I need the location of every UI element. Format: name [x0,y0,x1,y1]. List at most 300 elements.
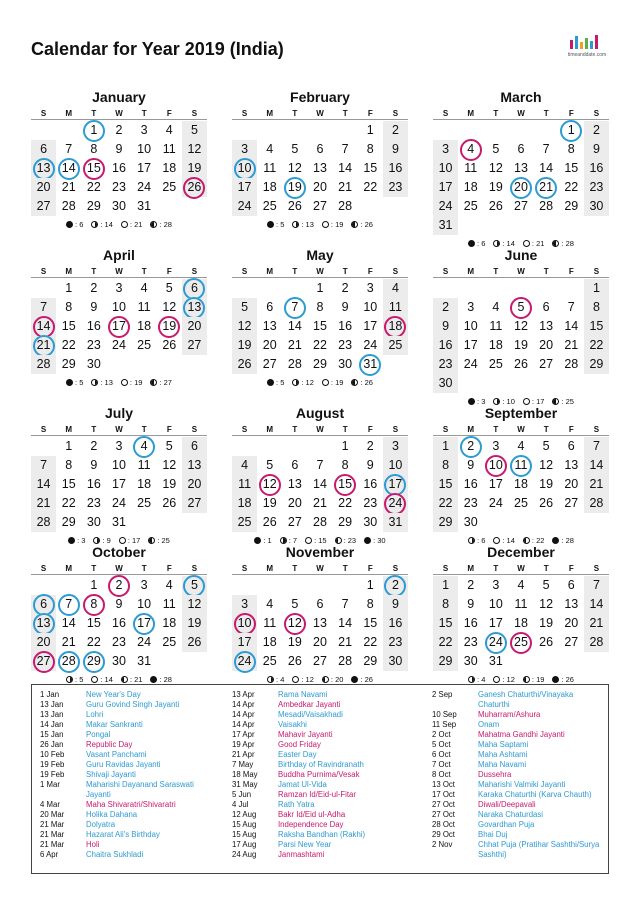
day-number: 27 [262,357,277,371]
day-cell [81,595,106,614]
day-number: 13 [539,319,554,333]
moon-phase-date: : 5 [75,675,84,684]
holiday-row [232,790,428,800]
day-cell [483,652,508,671]
moon-phase-date: : 21 [531,239,545,248]
holiday-name: Maha Saptami [478,740,529,749]
day-number: 31 [388,515,403,529]
day-cell [157,298,182,317]
holiday-name: Shivaji Jayanti [86,770,136,779]
day-cell [31,317,56,336]
day-number: 16 [86,319,101,333]
day-grid [232,437,408,532]
day-number: 22 [313,338,327,352]
moon-phase-date: : 5 [276,220,285,229]
moon-phase-date: : 19 [330,378,344,387]
day-cell [157,279,182,298]
holiday-date: 17 Oct [432,790,455,799]
first-moon-icon [267,676,274,683]
day-number: 15 [86,616,101,630]
moon-phase [66,220,83,229]
holiday-date: 5 Jun [232,790,252,799]
holiday-name: Chaturthi [478,700,510,709]
last-moon-icon [523,676,530,683]
day-number: 1 [65,281,73,295]
day-number: 6 [291,458,299,472]
day-number: 26 [539,635,554,649]
day-number: 28 [36,515,51,529]
day-number: 13 [187,458,202,472]
day-cell [383,513,408,532]
day-number: 29 [61,515,76,529]
day-number: 8 [316,300,324,314]
holiday-date: 15 Aug [232,830,257,839]
day-cell [56,298,81,317]
day-cell [584,494,609,513]
holiday-date: 2 Oct [432,730,451,739]
day-number: 29 [86,199,101,213]
holiday-date: 13 Apr [232,690,255,699]
day-number: 21 [287,338,302,352]
moon-phase-date: : 23 [343,536,357,545]
day-cell [106,595,131,614]
day-number: 17 [137,161,152,175]
day-cell [483,494,508,513]
day-cell [31,652,56,671]
day-cell [534,140,559,159]
holiday-row [232,780,428,790]
day-cell [257,614,282,633]
day-number: 16 [112,616,126,630]
day-number: 1 [65,439,73,453]
day-number: 19 [287,180,302,194]
day-number: 9 [90,300,98,314]
month-march [433,86,609,253]
month-title: June [504,247,538,263]
day-number: 7 [341,597,349,611]
day-cell [458,298,483,317]
day-number: 4 [140,281,148,295]
weekday-label: F [166,267,172,276]
weekday-label: S [40,267,47,276]
empty-cell [333,121,358,140]
day-cell [333,513,358,532]
day-cell [106,614,131,633]
holiday-date: 12 Aug [232,810,257,819]
day-cell [358,159,383,178]
day-cell [559,178,584,197]
day-number: 5 [291,597,299,611]
day-cell [534,159,559,178]
day-number: 26 [187,635,202,649]
moon-phase-date: : 19 [330,220,344,229]
day-number: 21 [338,180,353,194]
day-cell [584,279,609,298]
day-cell [433,317,458,336]
day-number: 9 [391,597,399,611]
day-cell [31,456,56,475]
full-moon-icon [292,676,299,683]
day-number: 4 [165,578,173,592]
day-cell [157,614,182,633]
day-number: 31 [438,218,453,232]
day-number: 6 [40,597,48,611]
moon-phase-date: : 28 [561,239,574,248]
day-number: 26 [237,357,252,371]
day-cell [458,576,483,595]
moon-phase [267,378,284,387]
day-cell [282,178,307,197]
day-cell [433,178,458,197]
weekday-label: F [166,109,172,118]
day-cell [383,437,408,456]
day-number: 30 [388,654,403,668]
day-cell [106,576,131,595]
holiday-row [40,720,228,730]
moon-phase [322,378,344,387]
day-cell [584,121,609,140]
day-number: 18 [514,616,528,630]
holiday-column [432,690,604,860]
holiday-row [232,800,428,810]
day-number: 20 [564,477,579,491]
full-moon-icon [121,221,128,228]
day-cell [333,494,358,513]
moon-phase-date: : 3 [77,536,86,545]
day-cell [458,140,483,159]
day-cell [307,140,332,159]
day-cell [584,475,609,494]
day-grid [31,279,207,374]
day-number: 7 [291,300,299,314]
day-cell [132,595,157,614]
day-number: 5 [165,439,173,453]
day-number: 2 [115,123,123,137]
day-cell [157,595,182,614]
day-cell [182,178,207,197]
holiday-name: New Year's Day [86,690,141,699]
day-number: 19 [514,338,528,352]
day-number: 11 [514,458,528,472]
moon-phase [292,378,314,387]
holiday-row [432,710,604,720]
empty-cell [257,279,282,298]
day-number: 1 [366,123,374,137]
day-number: 25 [488,357,503,371]
day-cell [584,355,609,374]
weekday-label: F [166,425,172,434]
day-number: 10 [237,161,252,175]
weekday-header [31,108,207,120]
holiday-list [31,684,609,874]
day-cell [282,633,307,652]
day-cell [333,437,358,456]
moon-phases [232,220,408,234]
day-number: 10 [488,597,503,611]
day-cell [56,633,81,652]
day-number: 7 [316,458,324,472]
day-cell [307,336,332,355]
weekday-label: T [342,267,348,276]
holiday-row [232,820,428,830]
day-cell [333,355,358,374]
day-cell [534,595,559,614]
day-number: 25 [162,635,177,649]
moon-phase [150,378,172,387]
holiday-name: Mahatma Gandhi Jayanti [478,730,565,739]
day-cell [106,456,131,475]
day-cell [31,494,56,513]
holiday-name: Makar Sankranti [86,720,143,729]
weekday-label: W [517,564,525,573]
first-moon-icon [91,379,98,386]
day-number: 17 [237,180,252,194]
weekday-label: M [266,109,274,118]
day-number: 7 [40,300,48,314]
moon-phase [292,675,314,684]
day-number: 3 [241,597,249,611]
day-cell [559,159,584,178]
moon-phase-date: : 13 [301,220,314,229]
holiday-name: Easter Day [278,750,317,759]
day-number: 18 [262,635,277,649]
day-number: 3 [140,123,148,137]
moon-phase-date: : 27 [159,378,172,387]
day-number: 3 [492,578,500,592]
day-number: 28 [338,199,353,213]
holiday-date [40,790,86,800]
day-number: 10 [112,300,126,314]
holiday-row [232,730,428,740]
day-number: 13 [564,458,579,472]
holiday-date: 7 Oct [432,760,451,769]
day-cell [584,140,609,159]
holiday-row [40,800,228,810]
holiday-name: Ganesh Chaturthi/Vinayaka [478,690,574,699]
day-number: 5 [542,578,550,592]
day-cell [383,279,408,298]
day-cell [333,159,358,178]
weekday-label: S [392,564,399,573]
empty-cell [282,121,307,140]
weekday-label: W [517,267,525,276]
day-number: 6 [40,142,48,156]
day-number: 23 [338,338,353,352]
holiday-date: 21 Mar [40,820,65,829]
day-cell [307,494,332,513]
day-number: 13 [187,300,202,314]
moon-phase [267,675,284,684]
day-number: 14 [564,319,579,333]
day-number: 28 [338,654,353,668]
holiday-row [432,700,604,710]
day-number: 11 [464,161,478,175]
day-cell [157,576,182,595]
day-number: 24 [237,199,252,213]
day-cell [31,595,56,614]
day-cell [358,595,383,614]
day-number: 2 [391,578,399,592]
holiday-date: 18 May [232,770,258,779]
holiday-row [40,790,228,800]
day-number: 5 [542,439,550,453]
day-cell [132,298,157,317]
day-cell [383,595,408,614]
day-number: 23 [463,496,478,510]
day-cell [56,279,81,298]
moon-phase [91,675,113,684]
day-number: 11 [514,597,528,611]
day-cell [157,336,182,355]
weekday-header [31,424,207,436]
day-cell [458,475,483,494]
day-number: 19 [539,616,554,630]
holiday-row [432,850,604,860]
holiday-column [40,690,228,860]
weekday-label: M [65,267,73,276]
moon-phase [351,675,373,684]
day-cell [232,614,257,633]
day-cell [458,595,483,614]
day-number: 17 [112,477,126,491]
holiday-row [432,800,604,810]
day-number: 9 [115,142,123,156]
day-number: 1 [90,123,98,137]
day-cell [81,475,106,494]
day-cell [483,336,508,355]
day-number: 22 [61,496,76,510]
day-cell [559,121,584,140]
day-cell [508,197,533,216]
day-cell [106,475,131,494]
day-cell [257,355,282,374]
weekday-label: M [65,109,73,118]
day-cell [81,614,106,633]
day-number: 10 [488,458,503,472]
holiday-name: Vasant Panchami [86,750,147,759]
day-number: 4 [517,578,525,592]
holiday-date: 20 Mar [40,810,65,819]
day-number: 11 [388,300,402,314]
day-cell [458,197,483,216]
weekday-header [232,424,408,436]
holiday-name: Birthday of Ravindranath [278,760,364,769]
holiday-date: 24 Aug [232,850,257,859]
day-cell [282,336,307,355]
day-number: 20 [262,338,277,352]
moon-phase [150,675,172,684]
holiday-name: Maha Shivaratri/Shivaratri [86,800,176,809]
day-cell [307,178,332,197]
day-number: 16 [388,616,403,630]
holiday-row [40,850,228,860]
day-number: 11 [263,161,277,175]
weekday-label: S [392,425,399,434]
day-cell [333,317,358,336]
day-cell [383,336,408,355]
day-number: 7 [567,300,575,314]
holiday-date: 8 Oct [432,770,451,779]
holiday-name: Vaisakhi [278,720,307,729]
day-cell [132,159,157,178]
day-grid [31,437,207,532]
day-number: 17 [237,635,252,649]
day-cell [182,317,207,336]
day-number: 25 [262,199,277,213]
day-cell [333,178,358,197]
day-number: 9 [115,597,123,611]
empty-cell [307,437,332,456]
day-cell [257,140,282,159]
month-title: November [285,544,355,560]
day-number: 22 [86,180,101,194]
empty-cell [333,576,358,595]
day-cell [182,576,207,595]
day-cell [106,178,131,197]
day-cell [232,355,257,374]
day-grid [433,576,609,671]
day-cell [106,652,131,671]
day-cell [56,159,81,178]
empty-cell [433,279,458,298]
day-cell [106,298,131,317]
day-number: 4 [492,300,500,314]
weekday-label: T [141,109,147,118]
holiday-row [432,790,604,800]
day-number: 5 [517,300,525,314]
weekday-label: F [367,267,373,276]
day-cell [56,513,81,532]
day-cell [383,494,408,513]
day-number: 14 [338,616,353,630]
day-number: 16 [86,477,101,491]
month-june [433,244,609,411]
day-grid [232,576,408,671]
day-number: 20 [564,616,579,630]
day-number: 14 [287,319,302,333]
day-number: 4 [140,439,148,453]
new-moon-icon [267,221,274,228]
weekday-label: T [342,564,348,573]
moon-phase [552,675,574,684]
moon-phase-date: : 4 [477,675,486,684]
day-cell [56,652,81,671]
month-title: October [92,544,146,560]
day-cell [584,197,609,216]
moon-phase [121,378,143,387]
day-cell [433,355,458,374]
holiday-name: Ambedkar Jayanti [278,700,341,709]
holiday-date: 19 Apr [232,740,255,749]
day-cell [433,633,458,652]
day-number: 5 [241,300,249,314]
day-cell [508,595,533,614]
day-cell [282,614,307,633]
day-cell [433,456,458,475]
day-cell [458,494,483,513]
day-number: 27 [187,496,202,510]
day-number: 19 [187,161,202,175]
empty-cell [257,437,282,456]
day-number: 8 [442,597,450,611]
day-number: 16 [112,161,126,175]
weekday-label: T [543,425,549,434]
day-cell [81,494,106,513]
day-number: 1 [366,578,374,592]
day-number: 28 [564,357,579,371]
day-number: 8 [366,597,374,611]
moon-phase-date: : 13 [100,378,113,387]
